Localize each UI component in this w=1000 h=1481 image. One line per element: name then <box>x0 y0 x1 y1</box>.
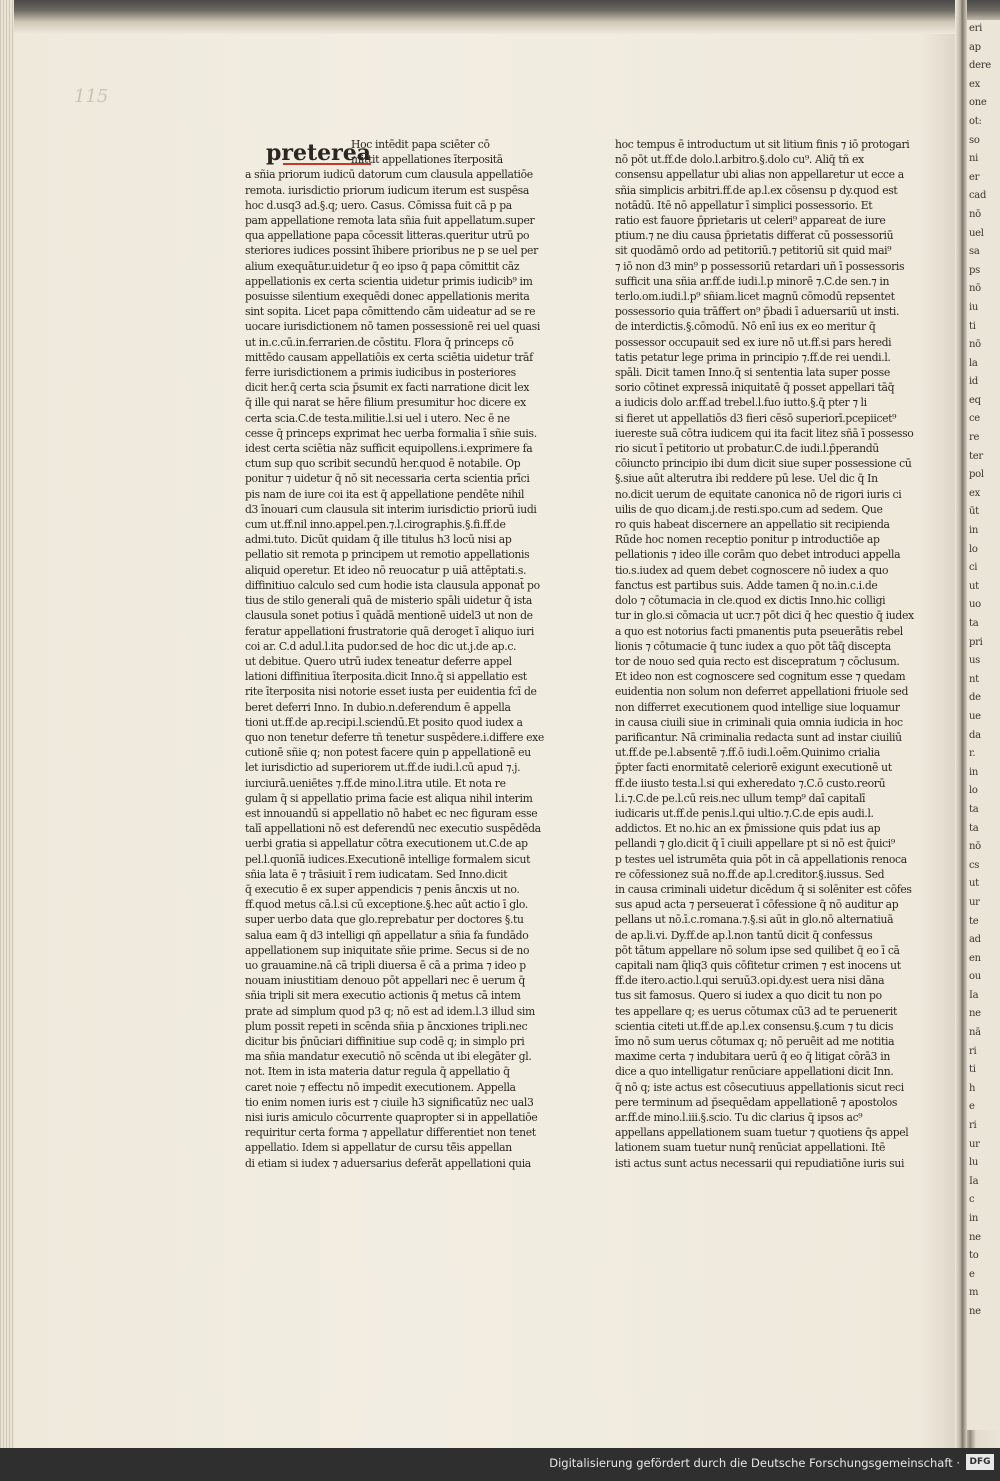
facing-page-fragment: lu <box>969 1157 979 1169</box>
facing-page-fragment: en <box>969 952 981 964</box>
text-line: in causa ciuili siue in criminali quia omnia iudicia in hoc <box>615 715 903 729</box>
facing-page-fragment: ni <box>969 153 979 165</box>
text-line: remota. iurisdictio priorum iudicum iterum est suspēsa <box>245 183 529 197</box>
facing-page-fragment: ex <box>969 78 980 90</box>
digitization-credit: Digitalisierung gefördert durch die Deutsche Forschungsgemeinschaft · <box>549 1456 960 1470</box>
text-line: Hoc intēdit papa sciēter cō <box>351 138 490 151</box>
facing-page-fragment: so <box>969 134 980 146</box>
text-line: sñia lata ē ⁊ trāsiuit ī rem iudicatam. Sed Inno.dicit <box>245 867 508 881</box>
text-line: parificantur. Nā criminalia redacta sunt ad instar ciuiliū <box>615 730 902 744</box>
facing-page-fragment: to <box>969 1250 979 1262</box>
text-line: est innouandū si appellatio nō habet ec nec figuram esse <box>245 806 538 820</box>
text-line: plum possit repeti in scēnda sñia p āncxiones tripli.nec <box>245 1019 528 1033</box>
text-line: tio.s.iudex ad quem debet cognoscere nō iudex a quo <box>615 563 889 577</box>
text-line: maxime certa ⁊ indubitara uerū q̄ eo q̄ litigat cōrā3 in <box>615 1050 890 1064</box>
text-line: sñia tripli sit mera executio actionis q̄ metus cā intem <box>245 989 521 1003</box>
facing-page-fragment: in <box>969 525 979 537</box>
facing-page-fragment: re <box>969 432 980 444</box>
facing-page-fragment: ut <box>969 580 979 592</box>
facing-page-fragment: uo <box>969 599 981 611</box>
text-line: in causa criminali uidetur dicēdum q̄ si solēniter est cōfes <box>615 882 912 896</box>
facing-page-fragment: ta <box>969 618 979 629</box>
text-line: iuereste suā cōtra iudicem qui ita facit litez sñā ī possesso <box>615 426 914 440</box>
text-line: pam appellatione remota lata sñia fuit appellatum.super <box>245 214 535 228</box>
text-line: pere terminum ad p̄sequēdam appellationē ⁊ apostolos <box>615 1095 898 1109</box>
text-line: sit quodāmō ordo ad petitoriū.⁊ petitoriū sit quid mai⁹ <box>615 244 892 258</box>
text-line: super uerbo data que glo.reprebatur per doctores §.tu <box>245 913 524 927</box>
facing-page-fragment: eri <box>969 23 982 34</box>
facing-page-fragment: nō <box>969 841 981 853</box>
text-line: ferre iurisdictionem a primis iudicibus in posteriores <box>245 366 516 380</box>
facing-page-fragment: te <box>969 915 979 927</box>
facing-page-fragment: in <box>969 1213 979 1224</box>
text-line: rio sicut ī petitorio ut probatur.C.de iudi.l.p̄perandū <box>615 442 879 456</box>
facing-page-edge <box>967 20 1000 1430</box>
text-line: possessorio quia trāffert on⁹ p̄badi ī aduersariū ut insti. <box>615 305 900 319</box>
text-line: admi.tuto. Dicūt quidam q̄ ille titulus h3 locū nisi ap <box>245 533 512 547</box>
text-line: ponitur ⁊ uidetur q̄ nō sit necessaria certa scientia prīci <box>245 472 530 486</box>
text-line: possessor occupauit sed ex iure nō ut.ff.si pars heredi <box>615 335 892 349</box>
text-line: q̄ nō q; iste actus est cōsecutiuus appellationis sicut reci <box>615 1080 904 1094</box>
facing-page-fragment: ri <box>969 1045 977 1057</box>
facing-page-fragment: nō <box>969 283 981 295</box>
text-line: uo grauamine.nā cā tripli diuersa ē cā a prima ⁊ ideo p <box>245 958 526 972</box>
facing-page-fragment: ou <box>969 971 981 983</box>
facing-page-fragment: ci <box>969 562 978 574</box>
facing-page-fragment: nō <box>969 339 981 351</box>
text-line: pis nam de iure coi ita est q̄ appellatione pendēte nihil <box>245 487 525 501</box>
text-line: lationem suam tuetur nunq̄ renūciat appellationi. Itē <box>615 1141 886 1155</box>
facing-page-fragment: c <box>969 1194 975 1206</box>
text-line: lationi diffinitiua īterposita.dicit Inno.q̄ si appellatio est <box>245 670 527 684</box>
book-top-edge <box>0 0 1000 34</box>
text-line: spāli. Dicit tamen Inno.q̄ si sententia lata super posse <box>615 366 890 380</box>
text-line: ⁊ iō non d3 min⁹ p possessoriū retardari uñ ī possessoris <box>615 259 905 273</box>
facing-page-fragment: one <box>969 97 987 109</box>
facing-page-fragment: ti <box>969 320 976 332</box>
text-line: consensu appellatur ubi alias non appellaretur ut ecce a <box>615 168 904 182</box>
text-line: tioni ut.ff.de ap.recipi.l.sciendū.Et posito quod iudex a <box>245 715 523 729</box>
text-line: de interdictis.§.cōmodū. Nō enī ius ex eo meritur q̄ <box>615 320 876 334</box>
text-line: hoc d.usq3 ad.§.q; uero. Casus. Cōmissa fuit cā p pa <box>245 198 512 212</box>
text-line: cesse q̄ princeps exprimat hec uerba formalia ī sñie suis. <box>245 426 537 440</box>
facing-page-fragment: nt <box>969 673 979 685</box>
text-line: Rūde hoc nomen receptio ponitur p introductiōe ap <box>615 533 880 547</box>
text-line: d3 īnouari cum clausula sit interim iurisdictio priorū iudi <box>245 502 537 516</box>
text-line: caret noie ⁊ effectu nō impedit executionem. Appella <box>245 1080 516 1094</box>
text-line: de ap.li.vi. Dy.ff.de ap.l.non tantū dicit q̄ confessus <box>615 928 873 942</box>
text-line: nouam iniustitiam denouo pōt appellari nec ē uerum q̄ <box>245 974 525 988</box>
facing-page-fragment: ta <box>969 803 979 815</box>
text-line: ut.ff.de pe.l.absentē ⁊.ff.ō iudi.l.oēm.Quinimo crialia <box>615 746 880 760</box>
facing-page-fragment: er <box>969 171 980 183</box>
text-line: ctum sup quo scribit secundū her.quod ē notabile. Op <box>245 457 521 471</box>
facing-page-fragment: pol <box>969 469 984 481</box>
text-line: terlo.om.iudi.l.p⁹ sñiam.licet magnū cōmodū repsentet <box>615 290 895 304</box>
facing-page-fragment: lo <box>969 543 978 555</box>
text-line: a sñia priorum iudicū datorum cum clausula appellatiōe <box>245 168 533 182</box>
text-line: a quo est notorius facti pmanentis puta pseuerātis rebel <box>615 624 903 638</box>
pencil-folio-mark: 115 <box>74 86 109 107</box>
text-line: posuisse silentium exequēdi donec appellationis merita <box>245 290 530 304</box>
text-line: nō pōt ut.ff.de dolo.l.arbitro.§.dolo cu⁹. Aliq̄ tñ ex <box>615 153 864 167</box>
text-line: sint sopita. Licet papa cōmittendo cām uideatur ad se re <box>245 305 536 319</box>
text-line: iudicaris ut.ff.de penis.l.qui ultio.⁊.C.de epis audi.l. <box>615 806 874 820</box>
facing-page-fragment: ap <box>969 41 981 53</box>
text-line: ff.quod metus cā.l.si cū exceptione.§.hec aūt actio ī glo. <box>245 898 528 912</box>
facing-page-fragment: id <box>969 376 978 388</box>
text-line: diffinitiuo calculo sed cum hodie ista clausula apponat̄ po <box>245 578 540 592</box>
text-line: tus sit famosus. Quero si iudex a quo dicit tu non po <box>615 989 882 1003</box>
text-line: requiritur certa forma ⁊ appellatur differentiet non tenet <box>245 1126 536 1140</box>
text-line: dicitur bis p̄nūciari diffinitiue sup codē q; in simplo pri <box>245 1034 525 1048</box>
text-line: clausula sonet potius ī quādā mentionē uidel3 ut non de <box>245 609 533 623</box>
facing-page-fragment: dere <box>969 60 991 72</box>
facing-page-fragment: ne <box>969 1231 981 1243</box>
text-line: īmo nō sum uerus cōtumax q; nō peruēit ad me notitia <box>615 1034 895 1048</box>
text-line: quo non tenetur deferre tñ tenetur suspēdere.i.differe exe <box>245 730 544 744</box>
facing-page-fragment: de <box>969 692 981 704</box>
text-line: salua eam q̄ d3 intelligi qñ appellatur a sñia fa fundādo <box>245 928 529 942</box>
text-line: p testes uel istrumēta quia pōt in cā appellationis renoca <box>615 852 907 866</box>
text-line: pōt tātum appellare nō solum ipse sed quilibet q̄ eo ī cā <box>615 943 900 957</box>
facing-page-fragment: cad <box>969 190 987 202</box>
text-line: scientia citeti ut.ff.de ap.l.ex consensu.§.cum ⁊ tu dicis <box>615 1019 894 1033</box>
text-line: euidentia non solum non deferret appellationi friuole sed <box>615 685 909 699</box>
text-line: ptium.⁊ ne diu causa p̄prietatis differat cū possessoriū <box>615 229 894 243</box>
text-line: l.i.⁊.C.de pe.l.cū reis.nec ullum temp⁹ daī capitalī <box>615 791 866 805</box>
book-gutter <box>955 0 967 1448</box>
text-line: uilis de quo dicam.j.de resti.spo.cum ad sedem. Que <box>615 502 883 516</box>
text-line: uerbi gratia si appellatur cōtra executionem ut.C.de ap <box>245 837 528 851</box>
text-line: qua appellatione papa cōcessit litteras.queritur utrū po <box>245 229 530 243</box>
text-line: dicit her.q̄ certa scia p̄sumit ex facti narratione dicit lex <box>245 381 530 395</box>
text-line: prate ad simplum quod p3 q; nō est ad idem.l.3 illud sim <box>245 1004 535 1018</box>
facing-page-fragment: e <box>969 1101 975 1113</box>
text-line: tes appellare q; es uerus cōtumax cū3 ad te peruenerit <box>615 1004 897 1018</box>
facing-page-fragment: Ia <box>969 989 979 1001</box>
facing-page-fragment: ta <box>969 822 979 834</box>
facing-page-fragment: ex <box>969 487 980 499</box>
facing-page-fragment: eq <box>969 394 981 406</box>
facing-page-fragment: ur <box>969 1138 980 1150</box>
facing-page-fragment: in <box>969 766 979 778</box>
text-line: tur in glo.si cōmacia ut ucr.⁊ pōt dici q̄ hec questio q̄ iudex <box>615 609 914 623</box>
text-line: dice a quo intelligatur renūciare appellationi dicit Inn. <box>615 1065 894 1079</box>
text-line: cutionē sñie q; non potest facere quin p appellationē eu <box>245 746 531 760</box>
text-line: steriores iudices possint īhibere prioribus ne p se uel per <box>245 244 538 258</box>
text-line: mittēdo causam appellatiōis ex certa sciētia uidetur trāf <box>245 350 533 364</box>
text-line: lionis ⁊ cōtumacie q̄ tunc iudex a quo pōt tāq̄ discepta <box>615 639 891 653</box>
text-line: beret deferri Inno. In dubio.n.deferendum ē appella <box>245 700 511 714</box>
text-line: sorio cōtinet expressā iniquitatē q̄ posset appellari tāq̄ <box>615 381 895 395</box>
text-line: sus apud acta ⁊ perseuerat ī cōfessione q̄ nō auditur ap <box>615 898 899 912</box>
text-line: feratur appellationi frustratorie quā deroget ī aliquo iuri <box>245 624 535 638</box>
text-line: mittit appellationes īterpositā <box>351 153 503 167</box>
text-line: tio enim nomen iuris est ⁊ ciuile h3 significatūz nec ual3 <box>245 1095 534 1109</box>
text-line: addictos. Et no.hic an ex p̄missione quis pdat ius ap <box>615 822 881 836</box>
text-line: ar.ff.de mino.l.iii.§.scio. Tu dic clarius q̄ ipsos ac⁹ <box>615 1111 863 1124</box>
text-line: appellans appellationem suam tuetur ⁊ quotiens q̄s appel <box>615 1126 909 1140</box>
text-line: cōiuncto principio ibi dum dicit siue super possessione cū <box>615 457 912 471</box>
facing-page-fragment: ne <box>969 1008 981 1020</box>
facing-page-fragment: ri <box>969 1120 977 1132</box>
text-line: si fieret ut appellatiōs d3 fieri cēsō superiorī.pcepiicet⁹ <box>615 411 897 425</box>
text-line: iurciurā.ueniētes ⁊.ff.de mino.l.itra utile. Et nota re <box>245 776 506 790</box>
facing-page-fragment: m <box>969 1287 979 1299</box>
text-line: sñia simplicis arbitri.ff.de ap.l.ex cōsensu p dy.quod est <box>615 183 898 197</box>
text-line: pellationis ⁊ ideo ille corām quo debet introduci appella <box>615 548 901 562</box>
text-line: coi ar. C.d adul.l.ita pudor.sed de hoc dic ut.j.de ap.c. <box>245 639 517 653</box>
text-line: q̄ executio ē ex super appendicis ⁊ penis āncxis ut no. <box>245 882 520 896</box>
text-line: tor de nouo sed quia recto est discepratum ⁊ cōclusum. <box>615 654 900 668</box>
text-line: ff.de iiusto testa.l.si qui exheredato ⁊.C.ō custo.reorū <box>615 776 886 790</box>
facing-page-fragment: la <box>969 357 978 369</box>
text-line: pellatio sit remota p principem ut remotio appellationis <box>245 548 530 562</box>
text-line: q̄ ille qui narat se hēre filium presumitur hoc dicere ex <box>245 396 526 410</box>
text-line: certa scia.C.de testa.militie.l.si uel i utero. Nec ē ne <box>245 411 510 425</box>
text-column-right <box>615 137 937 1171</box>
text-line: talī appellationi nō est deferendū nec executio suspēdēda <box>245 822 541 836</box>
facing-page-fragment: sa <box>969 246 980 258</box>
facing-page-fragment: ut <box>969 878 979 890</box>
dfg-logo: DFG <box>966 1454 994 1470</box>
facing-page-fragment: ne <box>969 1305 981 1317</box>
text-line: capitali nam q̄liq3 quis cōfitetur crimen ⁊ est inocens ut <box>615 958 901 972</box>
facing-page-fragment: uel <box>969 227 984 239</box>
facing-page-fragment: iu <box>969 301 979 313</box>
text-line: non differret executionem quod intellige siue loquamur <box>615 700 900 714</box>
text-line: no.dicit uerum de equitate canonica nō de rigori iuris ci <box>615 487 902 501</box>
text-line: appellationis ex certa scientia uidetur primis iudicib⁹ im <box>245 274 533 288</box>
facing-page-fragment: Ia <box>969 1175 979 1187</box>
text-line: hoc tempus ē introductum ut sit litium finis ⁊ iō protogari <box>615 138 910 151</box>
text-line: ma sñia mandatur executiō nō scēnda ut ibi elegāter gl. <box>245 1050 532 1064</box>
text-line: dolo ⁊ cōtumacia in cle.quod ex dictis Inno.hic colligi <box>615 594 886 608</box>
text-line: ff.de itero.actio.l.qui seruū3.opi.dy.est uera nisi dāna <box>615 974 885 988</box>
text-line: uocare iurisdictionem nō tamen possessionē rei uel quasi <box>245 320 540 334</box>
text-line: p̄pter facti enormitatē celeriorē exigunt executionē ut <box>615 761 892 775</box>
initial-word: preterea <box>266 140 371 166</box>
text-line: tius de stilo generali quā de misterio spāli uidetur q̄ ista <box>245 594 533 608</box>
text-line: §.siue aūt alterutra ibi reddere pū lese. Uel dic q̄ In <box>615 472 878 486</box>
facing-page-fragment: e <box>969 1268 975 1280</box>
facing-page-fragment: ūt <box>969 506 979 518</box>
text-line: fanctus est partibus suis. Adde tamen q̄ no.in.c.i.de <box>615 578 878 592</box>
facing-page-fragment: ue <box>969 710 981 722</box>
text-line: pellandi ⁊ glo.dicit q̄ ī ciuili appellare pt si nō est q̄uici⁹ <box>615 837 895 851</box>
text-line: ratio est fauore p̄prietaris ut celeri⁹ appareat de iure <box>615 214 886 228</box>
text-line: ro quis habeat discernere an appellatio sit recipienda <box>615 518 890 532</box>
text-line: notādū. Itē nō appellatur ī simplici possessorio. Et <box>615 198 873 212</box>
facing-page-fragment: ps <box>969 264 980 276</box>
text-line: tatis petatur lege prima in principio ⁊.ff.de rei uendi.l. <box>615 350 891 364</box>
text-line: di etiam si iudex ⁊ aduersarius deferāt appellationi quia <box>245 1156 531 1170</box>
facing-page-fragment: ter <box>969 450 983 462</box>
text-line: a iudicis dolo ar.ff.ad trebel.l.fuo iutto.§.q̄ pter ⁊ li <box>615 396 867 410</box>
facing-page-fragment: nā <box>969 1027 981 1039</box>
text-line: re cōfessionez suā no.ff.de ap.l.creditor.§.iussus. Sed <box>615 867 885 881</box>
text-column-left <box>245 137 545 1171</box>
text-line: ut debitue. Quero utrū iudex teneatur deferre appel <box>245 654 512 668</box>
facing-page-fragment: r. <box>969 748 976 760</box>
facing-page-fragment: ad <box>969 934 981 946</box>
page-stack-edge <box>0 0 14 1448</box>
text-line: Et ideo non est cognoscere sed cognitum esse ⁊ quedam <box>615 670 906 684</box>
text-line: appellatio. Idem si appellatur de cursu tē̄is appellan <box>245 1141 512 1155</box>
facing-page-fragment: pri <box>969 636 983 648</box>
facing-page-fragment: da <box>969 729 981 741</box>
facing-page-fragment: ot: <box>969 115 982 127</box>
text-line: isti actus sunt actus necessarii qui repudiatiōne iuris sui <box>615 1156 905 1170</box>
text-line: ut in.c.cū.in.ferrarien.de cōstitu. Flora q̄ princeps cō <box>245 335 514 349</box>
facing-page-fragment: h <box>969 1082 976 1094</box>
text-line: sufficit una sñia ar.ff.de iudi.l.p minorē ⁊.C.de sen.⁊ in <box>615 274 890 288</box>
facing-page-fragment: us <box>969 655 980 667</box>
text-line: alium exequātur.uidetur q̄ eo ipso q̄ papa cōmittit cāz <box>245 259 520 273</box>
text-line: appellationem sup iniquitate sñie prime. Secus si de no <box>245 943 530 957</box>
text-line: pellans ut nō.ī.c.romana.⁊.§.si aūt in glo.nō alternatiuā <box>615 913 894 927</box>
text-line: cum ut.ff.nil inno.appel.pen.⁊.l.cirographis.§.fi.ff.de <box>245 518 506 532</box>
facing-page-fragment: ur <box>969 896 980 908</box>
text-line: idest certa sciētia nāz sufficit equipollens.i.exprimere fa <box>245 442 533 456</box>
facing-page-fragment: lo <box>969 785 978 797</box>
text-line: pel.l.quonīā iudices.Executionē intellige formalem sicut <box>245 852 531 866</box>
facing-page-fragment: ce <box>969 413 980 425</box>
text-line: gulam q̄ si appellatio prima facie est aliqua nihil interim <box>245 791 533 805</box>
text-line: not. Item in ista materia datur regula q̄ appellatio q̄ <box>245 1065 510 1079</box>
text-line: let iurisdictio ad superiorem ut.ff.de iudi.l.cū apud ⁊.j. <box>245 761 521 775</box>
facing-page-fragment: cs <box>969 859 980 871</box>
text-line: rite īterposita nisi notorie esset iusta per euidentia fcī de <box>245 685 537 699</box>
text-line: aliquid operetur. Et ideo nō reuocatur p uiā attēptati.s. <box>245 563 527 577</box>
facing-page-fragment: ti <box>969 1064 976 1076</box>
text-line: nisi iuris amiculo cōcurrente quapropter si in appellatiōe <box>245 1111 538 1124</box>
facing-page-fragment: nō <box>969 208 981 220</box>
